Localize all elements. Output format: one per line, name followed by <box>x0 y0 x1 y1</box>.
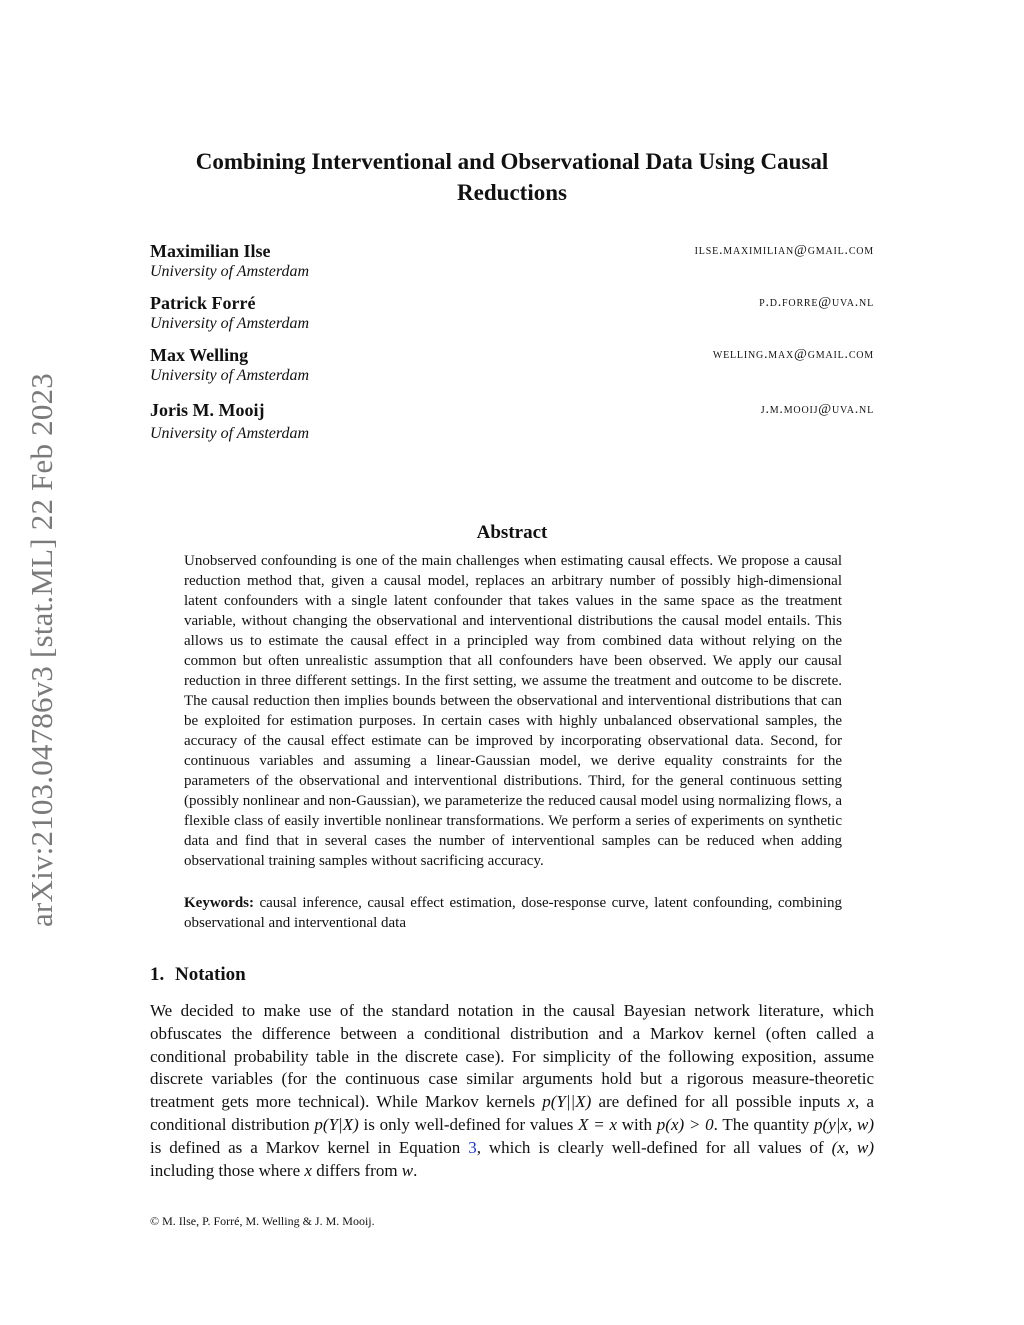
math-inline: (x, w) <box>831 1137 874 1157</box>
text-run: is defined as a Markov kernel in Equation <box>150 1137 469 1157</box>
author-name: Maximilian Ilse <box>150 241 271 261</box>
arxiv-stamp: arXiv:2103.04786v3 [stat.ML] 22 Feb 2023 <box>24 373 59 927</box>
math-inline: x <box>304 1160 312 1180</box>
author-name: Joris M. Mooij <box>150 400 265 420</box>
section-heading <box>150 964 246 986</box>
text-run: with <box>617 1114 657 1134</box>
author-affiliation: University of Amsterdam <box>150 425 310 442</box>
text-run: . The quantity <box>713 1114 815 1134</box>
equation-reference-link[interactable]: 3 <box>468 1137 477 1157</box>
math-inline: p(x) > 0 <box>656 1114 714 1134</box>
keywords-label: Keywords: <box>184 895 254 911</box>
copyright-notice: © M. Ilse, P. Forré, M. Welling & J. M. Mooij. <box>150 1214 375 1228</box>
text-run: differs from <box>311 1160 402 1180</box>
keywords-list: causal inference, causal effect estimation, dose-response curve, latent confounding, combining observational and interventional data <box>184 895 842 931</box>
section-number: 1. <box>150 964 165 985</box>
math-inline: p(y|x, w) <box>814 1114 874 1134</box>
text-run: including those where <box>150 1160 305 1180</box>
abstract-text: Unobserved confounding is one of the main challenges when estimating causal effects. We propose a causal reduction method that, given a causal model, replaces an arbitrary number of possibly high-dimensional latent confounders with a single latent confounder that takes values in the same space as the treatment variable, without changing the observational and interventional distributions the causal model entails. This allows us to estimate the causal effect in a principled way from combined data without relying on the common but often unrealistic assumption that all confounders have been observed. We apply our causal reduction in three different settings. In the first setting, we assume the treatment and outcome to be discrete. The causal reduction then implies bounds between the observational and interventional distributions that can be exploited for estimation purposes. In certain cases with highly unbalanced observational samples, the accuracy of the causal effect estimate can be improved by incorporating observational data. Second, for continuous variables and assuming a linear-Gaussian model, we derive equality constraints for the parameters of the observational and interventional distributions. Third, for the general continuous setting (possibly nonlinear and non-Gaussian), we parameterize the reduced causal model using normalizing flows, a flexible class of easily invertible nonlinear transformations. We perform a series of experiments on synthetic data and find that in several cases the number of interventional samples can be reduced when adding observational training samples without sacrificing accuracy. <box>184 553 842 869</box>
text-run: , a conditional distribution <box>150 1092 875 1134</box>
math-inline: p(Y|X) <box>314 1114 359 1134</box>
section-title: Notation <box>175 964 246 985</box>
author-block <box>150 400 874 448</box>
math-inline: X = x <box>578 1114 618 1134</box>
math-inline: w <box>401 1160 414 1180</box>
text-run: are defined for all possible inputs <box>591 1092 848 1112</box>
author-email[interactable]: welling.max@gmail.com <box>712 347 874 362</box>
text-run: We decided to make use of the standard notation in the causal Bayesian network literature, which obfuscates the difference between a conditional distribution and a Markov kernel (often called a conditional probability table in the discrete case). For simplicity of the following exposition, assume discrete variables (for the continuous case similar arguments hold but a rigorous measure-theoretic treatment gets more technical). While Markov kernels <box>150 1001 874 1112</box>
author-email[interactable]: ilse.maximilian@gmail.com <box>694 243 874 258</box>
author-block <box>150 293 874 341</box>
text-run: , which is clearly well-defined for all values of <box>476 1137 832 1157</box>
keywords <box>184 893 842 933</box>
author-affiliation: University of Amsterdam <box>150 367 310 384</box>
author-name: Max Welling <box>150 345 249 365</box>
math-inline: x <box>847 1092 856 1112</box>
author-block <box>150 241 874 289</box>
section-paragraph <box>150 1000 874 1182</box>
author-block <box>150 345 874 393</box>
paper-title: Combining Interventional and Observational Data Using Causal Reductions <box>195 149 829 205</box>
author-email[interactable]: p.d.forre@uva.nl <box>759 295 874 310</box>
author-email[interactable]: j.m.mooij@uva.nl <box>760 402 874 417</box>
abstract-heading: Abstract <box>476 522 548 543</box>
text-run: . <box>413 1160 418 1180</box>
text-run: is only well-defined for values <box>358 1114 579 1134</box>
author-name: Patrick Forré <box>150 293 256 313</box>
math-inline: p(Y||X) <box>542 1092 592 1112</box>
author-affiliation: University of Amsterdam <box>150 263 310 280</box>
author-affiliation: University of Amsterdam <box>150 315 310 332</box>
